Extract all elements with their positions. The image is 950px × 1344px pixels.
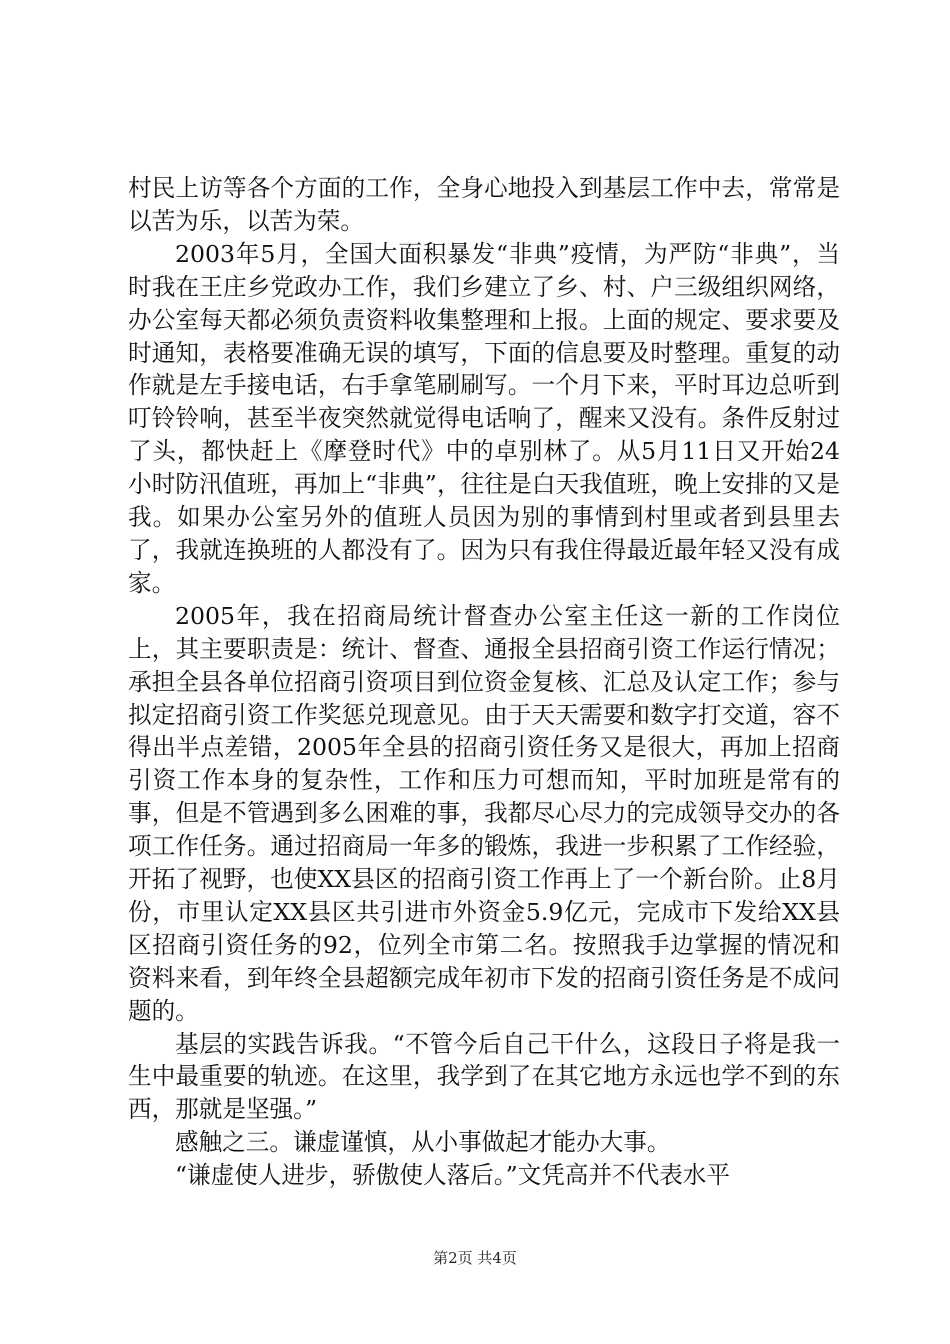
paragraph-5: 感触之三。谦虚谨慎，从小事做起才能办大事。 [175,1128,671,1157]
paragraph-3: 2005年，我在招商局统计督查办公室主任这一新的工作岗位上，其主要职责是：统计、督查、通报全县招商引资工作运行情况；承担全县各单位招商引资项目到位资金复核、汇总及认定工作；参与拟定招商引资工作奖惩兑现意见。由于天天需要和数字打交道，容不得出半点差错，2005年全县的招商引资任务又是很大，再加上招商引资工作本身的复杂性，工作和压力可想而知，平时加班是常有的事，但是不管遇到多么困难的事，我都尽心尽力的完成领导交办的各项工作任务。通过招商局一年多的锻炼，我进一步积累了工作经验，开拓了视野，也使XX县区的招商引资工作再上了一个新台阶。止8月份，市里认定XX县区共引进市外资金5.9亿元，完成市下发给XX县区招商引资任务的92，位列全市第二名。按照我手边掌握的情况和资料来看，到年终全县超额完成年初市下发的招商引资任务是不成问题的。 [128,601,840,1025]
paragraph-6: “谦虚使人进步，骄傲使人落后。”文凭高并不代表水平 [175,1161,730,1190]
paragraph-2: 2003年5月，全国大面积暴发“非典”疫情，为严防“非典”，当时我在王庄乡党政办工作，我们乡建立了乡、村、户三级组织网络，办公室每天都必须负责资料收集整理和上报。上面的规定、要求要及时通知，表格要准确无误的填写，下面的信息要及时整理。重复的动作就是左手接电话，右手拿笔刷刷写。一个月下来，平时耳边总听到叮铃铃响，甚至半夜突然就觉得电话响了，醒来又没有。条件反射过了头，都快赶上《摩登时代》中的卓别林了。从5月11日又开始24小时防汛值班，再加上“非典”，往往是白天我值班，晚上安排的又是我。如果办公室另外的值班人员因为别的事情到村里或者到县里去了，我就连换班的人都没有了。因为只有我住得最近最年轻又没有成家。 [128,239,840,597]
paragraph-4: 基层的实践告诉我。“不管今后自己干什么，这段日子将是我一生中最重要的轨迹。在这里，我学到了在其它地方永远也学不到的东西，那就是坚强。” [128,1029,840,1124]
paragraph-1: 村民上访等各个方面的工作，全身心地投入到基层工作中去，常常是以苦为乐，以苦为荣。 [128,174,840,235]
document-body [128,172,840,1192]
page-footer: 第2页 共4页 [433,1249,517,1267]
